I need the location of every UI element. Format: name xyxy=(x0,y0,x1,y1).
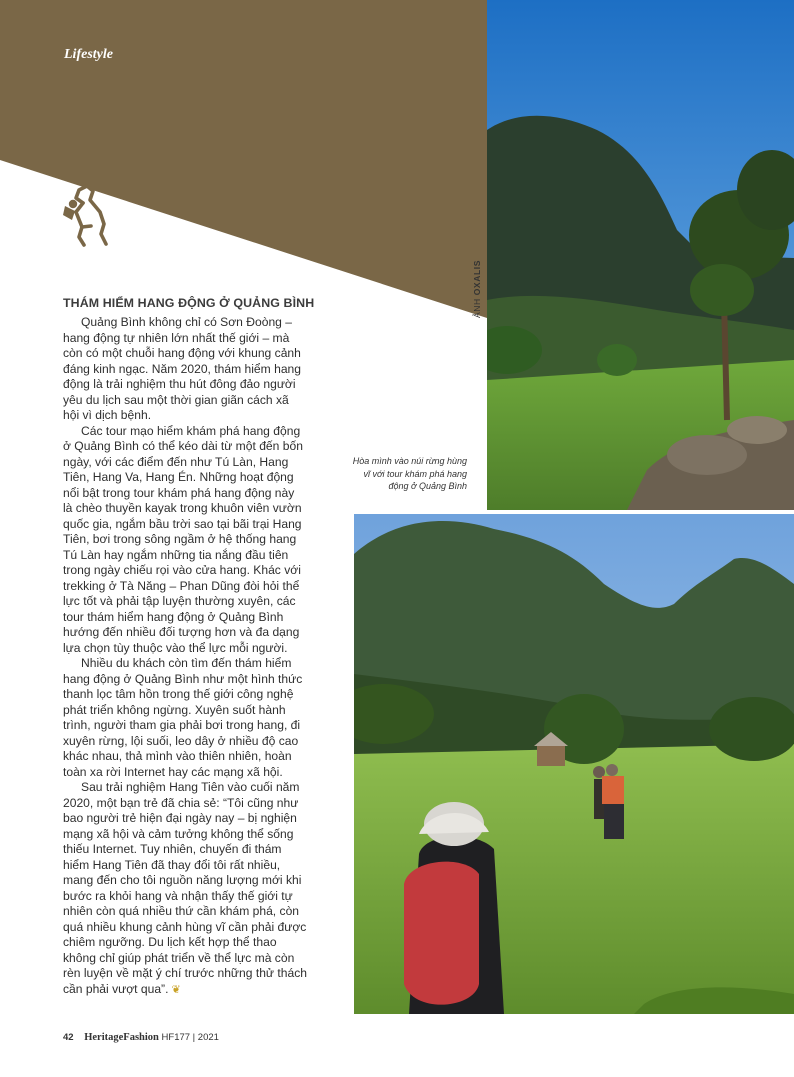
photo-caption: Hòa mình vào núi rừng hùng vĩ với tour khám phá hang động ở Quảng Bình xyxy=(352,456,467,491)
paragraph-text: Sau trải nghiệm Hang Tiên vào cuối năm 2020, một bạn trẻ đã chia sẻ: “Tôi cũng như bao người trẻ hiện đại ngày nay – bị nghiện mạng xã hội và cảm tưởng không thể sống thiếu Internet. Tuy nhiên, chuyến đi thám hiểm Hang Tiên đã thay đổi tôi rất nhiều, mang đến cho tôi nguồn năng lượng mới khi bước ra khỏi hang và nhận thấy thế giới tự nhiên còn quá nhiều thứ cần khám phá, còn quá nhiều khung cảnh hùng vĩ cần phải được chiêm ngưỡng. Du lịch kết hợp thể thao không chỉ giúp phát triển về thể lực mà còn rèn luyện về mặt ý chí trước những thử thách cần phải vượt qua”. xyxy=(63,780,307,996)
lotus-endmark-icon: ❦ xyxy=(171,983,181,996)
article-title: THÁM HIỂM HANG ĐỘNG Ở QUẢNG BÌNH xyxy=(63,296,315,310)
magazine-name: HeritageFashion xyxy=(84,1032,159,1043)
page-footer xyxy=(63,1032,219,1043)
article-body xyxy=(63,315,307,998)
photo-credit: ẢNH OXALIS xyxy=(472,260,482,318)
paragraph: Quảng Bình không chỉ có Sơn Đoòng – hang động tự nhiên lớn nhất thế giới – mà còn có một chuỗi hang động với khung cảnh đáng kinh ngạc. Năm 2020, thám hiểm hang động là trải nghiệm thu hút đông đảo người yêu du lịch sau một thời gian giãn cách xã hội vì dịch bệnh. xyxy=(63,315,301,422)
photo-trekking-group xyxy=(354,514,794,1014)
paragraph xyxy=(63,780,307,998)
page-number: 42 xyxy=(63,1032,74,1043)
paragraph: Các tour mạo hiểm khám phá hang động ở Quảng Bình có thể kéo dài từ một đến bốn ngày, với các điểm đến như Tú Làn, Hang Tiên, Hang Va, Hang Én. Những hoạt động nổi bật trong tour khám phá hang động này là chèo thuyền kayak trong khuôn viên vườn quốc gia, ngắm bầu trời sao tại bãi trại Hang Tiên, bơi trong sông ngầm ở hệ thống hang Tú Làn hay ngắm những tia nắng đầu tiên trong ngày chiếu rọi vào cửa hang. Khác với trekking ở Tà Năng – Phan Dũng đòi hỏi thể lực tốt và phải tập luyện thường xuyên, các tour thám hiểm hang động ở Quảng Bình hướng đến nhiều đối tượng hơn và đa dạng lựa chọn tùy thuộc vào thể lực mỗi người. xyxy=(63,423,303,655)
paragraph: Nhiều du khách còn tìm đến thám hiểm hang động ở Quảng Bình như một hình thức thanh lọc tâm hồn trong thế giới công nghệ phát triển không ngừng. Xuyên suốt hành trình, người tham gia phải bơi trong hang, đi xuyên rừng, lội suối, leo dây ở nhiều độ cao khác nhau, thả mình vào thiên nhiên, hoàn toàn xa rời Internet hay các mạng xã hội. xyxy=(63,656,303,779)
issue-info: HF177 | 2021 xyxy=(161,1032,219,1043)
photo-mountain-forest xyxy=(487,0,794,510)
rock-climber-icon xyxy=(60,182,116,252)
section-label: Lifestyle xyxy=(64,47,113,62)
